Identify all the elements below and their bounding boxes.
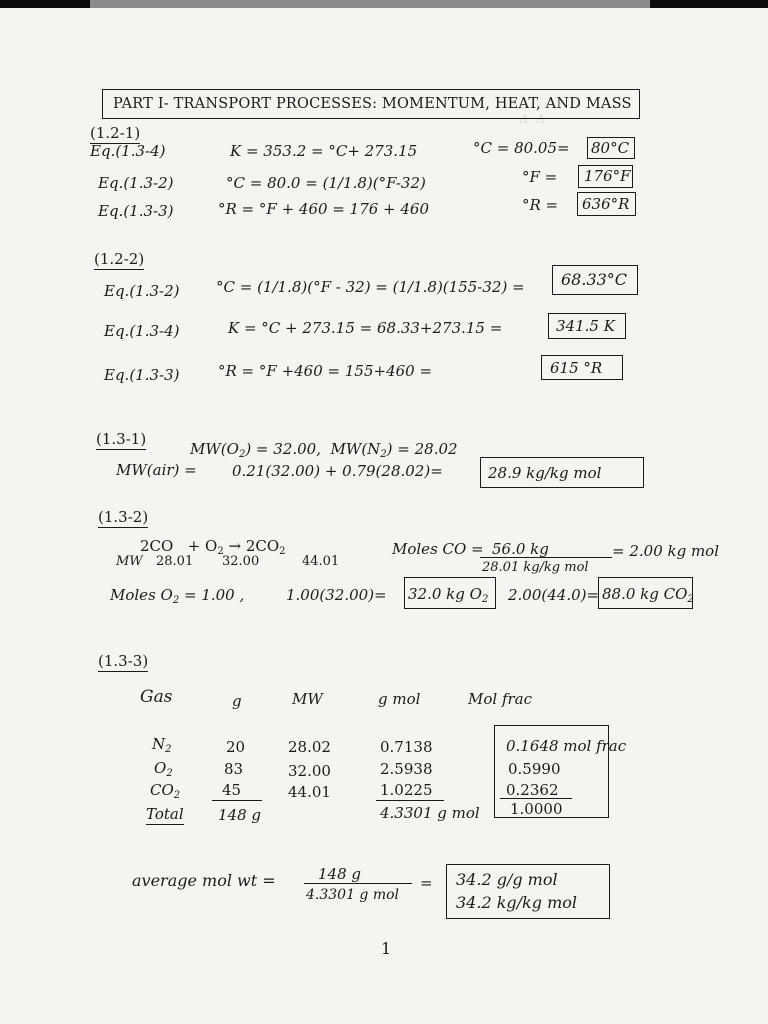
equation: °C = (1/1.8)(°F - 32) = (1/1.8)(155-32) = [216, 278, 525, 296]
column-header: Mol frac [468, 690, 533, 708]
answer: 80°C [591, 139, 630, 157]
equation: $MW(O_2) = 32.00$, $MW(N_2) = 28.02$ [190, 440, 458, 460]
problem-label-1-3-3: (1.3-3) [98, 652, 149, 670]
answer: 176°F [584, 167, 631, 185]
molecular-weight: 28.01 [156, 554, 194, 569]
eq-ref: Eq.(1.3-4) [90, 142, 166, 160]
table-cell: 148 g [218, 806, 262, 824]
equation: °C = 80.05= [473, 139, 570, 157]
fraction-bar [480, 557, 612, 558]
answer: 34.2 kg/kg mol [456, 893, 577, 912]
equation: = 2.00 kg mol [612, 542, 720, 560]
equation: Moles CO = [392, 540, 484, 558]
equation: °R = °F + 460 = 176 + 460 [218, 200, 430, 218]
sum-line [376, 800, 444, 801]
fraction-numerator: 148 g [318, 865, 362, 883]
eq-ref: Eq.(1.3-2) [104, 282, 180, 300]
table-cell: 1.0000 [510, 800, 563, 818]
fraction-numerator: 56.0 kg [492, 540, 549, 558]
molecular-weight: 44.01 [302, 554, 340, 569]
table-cell: 2.5938 [380, 760, 433, 778]
table-cell: 44.01 [288, 783, 331, 801]
equation: K = 353.2 = °C+ 273.15 [230, 142, 418, 160]
equation: 1.00(32.00)= [286, 586, 387, 604]
problem-label-1-3-2: (1.3-2) [98, 508, 149, 526]
equation: MW(air) = [116, 461, 197, 479]
table-cell: 28.02 [288, 738, 331, 756]
table-cell: 83 [224, 760, 244, 778]
equation: 0.21(32.00) + 0.79(28.02)= [232, 462, 443, 480]
equation: °R = [522, 196, 559, 214]
equation: average mol wt = [132, 871, 276, 890]
table-cell: 0.1648 mol frac [506, 737, 627, 755]
eq-ref: Eq.(1.3-2) [98, 174, 174, 192]
equals: = [420, 874, 433, 892]
equation: 2CO + $O_2 \to 2CO_2$ [140, 537, 286, 557]
fraction-denominator: 4.3301 g mol [306, 887, 400, 903]
fraction-denominator: 28.01 kg/kg mol [482, 560, 589, 575]
total-label: Total [146, 805, 184, 823]
answer: 615 °R [550, 359, 603, 377]
gas-name: $O_2$ [154, 759, 173, 779]
answer: 34.2 g/g mol [456, 870, 558, 889]
equation: 2.00(44.0)= [508, 586, 600, 604]
fraction-bar [304, 883, 412, 884]
answer: 68.33°C [561, 270, 628, 289]
table-cell: 32.00 [288, 762, 331, 780]
page-title: PART I- TRANSPORT PROCESSES: MOMENTUM, HEAT, AND MASS [113, 96, 632, 112]
eq-ref: Eq.(1.3-3) [98, 202, 174, 220]
answer: 88.0 kg $CO_2$ [602, 585, 694, 605]
scan-top-shadow [90, 0, 650, 8]
column-header: Gas [140, 687, 173, 707]
answer: 32.0 kg $O_2$ [408, 585, 489, 605]
table-cell: 20 [226, 738, 246, 756]
bleed-through: Δ Δ [520, 112, 545, 126]
table-cell: 0.5990 [508, 760, 561, 778]
table-cell: 45 [222, 781, 242, 799]
molecular-weight: 32.00 [222, 554, 260, 569]
column-header: MW [292, 690, 323, 708]
column-header: g mol [378, 690, 421, 708]
sum-line [212, 800, 262, 801]
equation-label: MW [116, 554, 143, 569]
answer: 636°R [582, 195, 630, 213]
gas-name: $N_2$ [152, 735, 172, 755]
equation: °C = 80.0 = (1/1.8)(°F-32) [226, 174, 426, 192]
problem-label-1-2-1: (1.2-1) [90, 124, 141, 142]
problem-label-1-3-1: (1.3-1) [96, 430, 147, 448]
gas-name: $CO_2$ [150, 781, 181, 801]
table-cell: 0.2362 [506, 781, 559, 799]
eq-ref: Eq.(1.3-3) [104, 366, 180, 384]
table-cell: 4.3301 g mol [380, 804, 480, 822]
table-cell: 0.7138 [380, 738, 433, 756]
table-cell: 1.0225 [380, 781, 433, 799]
problem-label-1-2-2: (1.2-2) [94, 250, 145, 268]
answer: 341.5 K [556, 317, 615, 335]
page-number: 1 [381, 939, 392, 958]
column-header: g [232, 692, 242, 710]
equation: °F = [522, 168, 558, 186]
equation: Moles $O_2 = 1.00$ , [110, 586, 245, 606]
sum-line [500, 798, 572, 799]
answer: 28.9 kg/kg mol [488, 464, 602, 482]
equation: °R = °F +460 = 155+460 = [218, 362, 433, 380]
equation: K = °C + 273.15 = 68.33+273.15 = [228, 319, 503, 337]
eq-ref: Eq.(1.3-4) [104, 322, 180, 340]
